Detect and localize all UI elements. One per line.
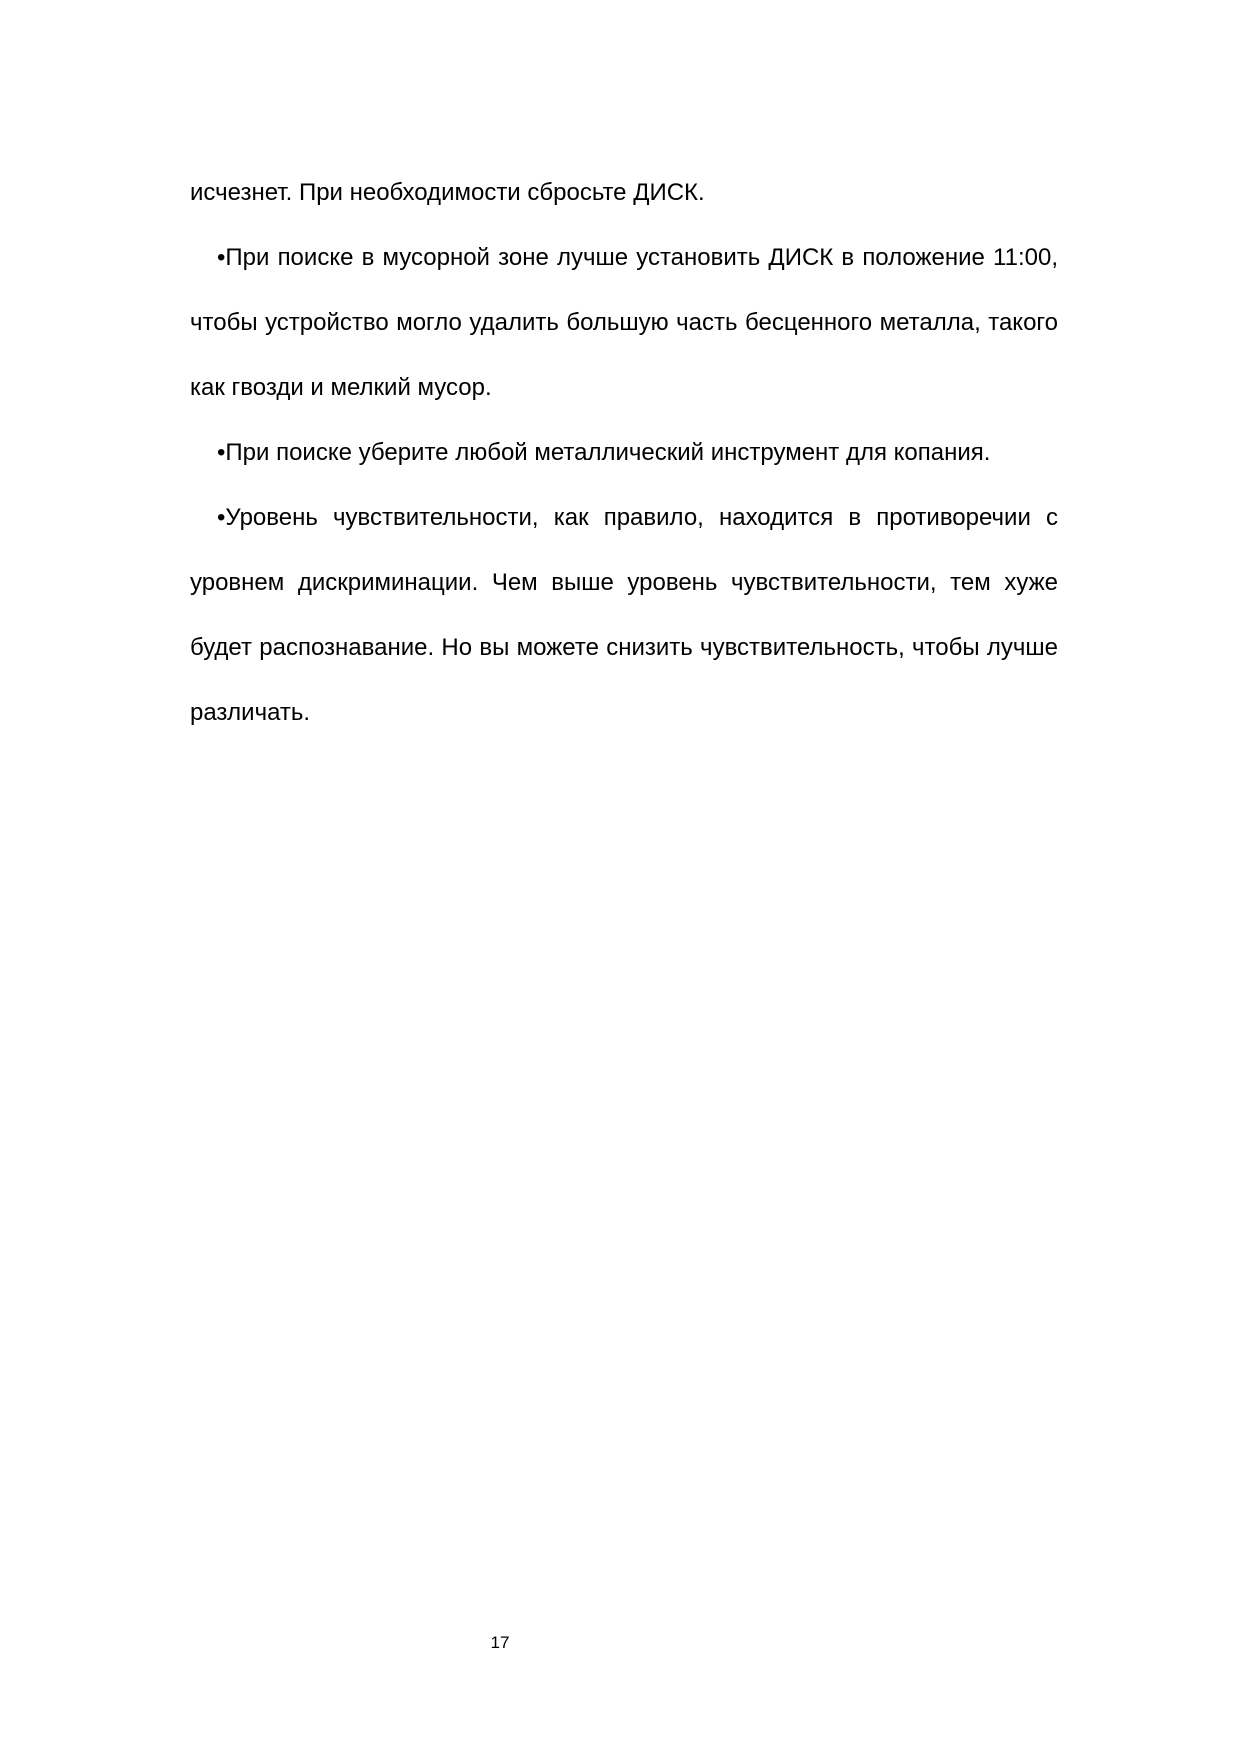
paragraph-continuation [190, 160, 1058, 225]
paragraph-text: При поиске в мусорной зоне лучше установить ДИСК в положение 11:00, чтобы устройство могло удалить большую часть бесценного металла, такого как гвозди и мелкий мусор. [190, 244, 1058, 401]
bullet-paragraph-disc-position [190, 225, 1058, 420]
bullet-paragraph-sensitivity [190, 485, 1058, 745]
page-body [190, 160, 1058, 745]
bullet-icon: • [217, 504, 226, 531]
paragraph-text: Уровень чувствительности, как правило, находится в противоречии с уровнем дискриминации. Чем выше уровень чувствительности, тем хуже будет распознавание. Но вы можете снизить чувствительность, чтобы лучше различать. [190, 504, 1058, 726]
page-number: 17 [490, 1633, 510, 1652]
paragraph-text: исчезнет. При необходимости сбросьте ДИСК. [190, 179, 705, 206]
bullet-icon: • [217, 244, 226, 271]
bullet-icon: • [217, 439, 226, 466]
paragraph-text: При поиске уберите любой металлический инструмент для копания. [225, 439, 991, 466]
bullet-paragraph-remove-tools [190, 420, 1058, 485]
